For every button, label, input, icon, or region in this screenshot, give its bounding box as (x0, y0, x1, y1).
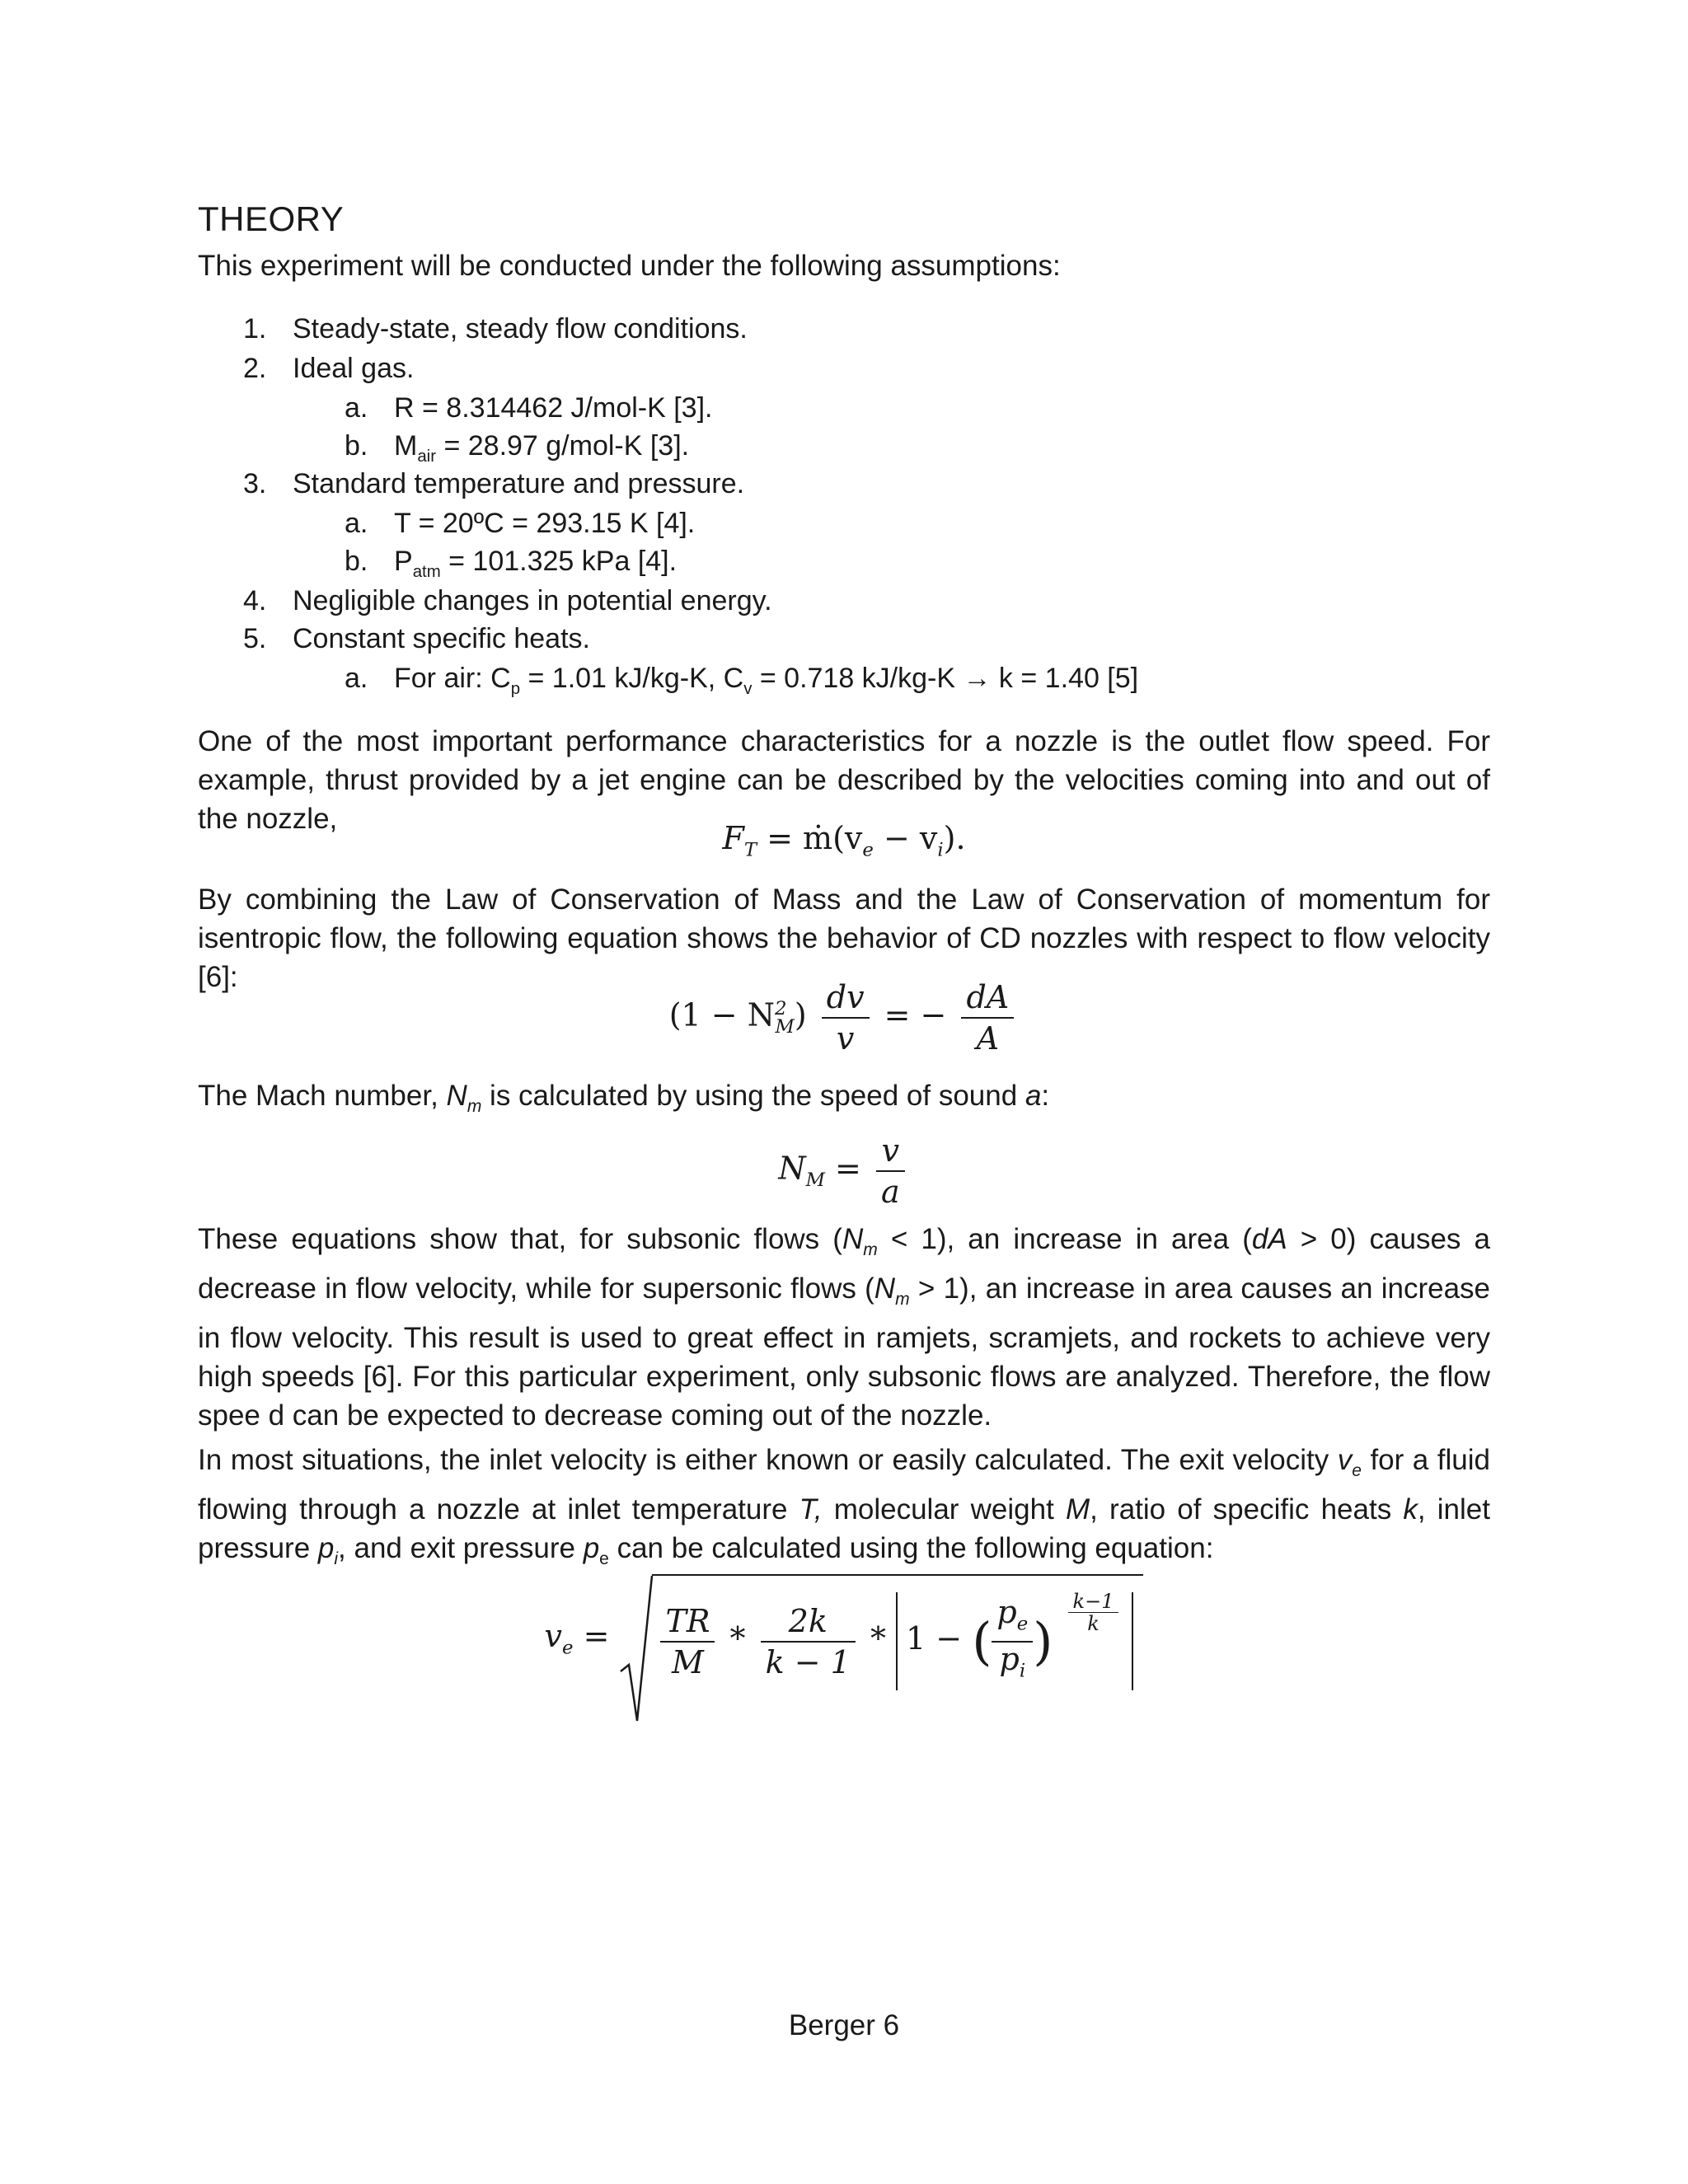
equation-exit-velocity: $v_e$ = $\frac{TR}{M}$ * $\frac{2k}{k - 1}$ * 1 − ( $\frac{p_e}{p_i}$ ) $\frac{k-1}{k}$ (0, 1574, 1688, 1702)
paragraph: These equations show that, for subsonic flows $(N_m < 1)$, an increase in area (dA > 0) causes a decrease in flow velocity, while for supersonic flows $(N_m > 1)$, an increase in area causes an increase in flow velocity. This result is used to great effect in ramjets, scramjets, and rockets to achieve very high speeds [6]. For this particular experiment, only subsonic flows are analyzed. Therefore, the flow spee d can be expected to decrease coming out of the nozzle. (198, 1223, 1491, 1432)
fraction: $\frac{dA}{A}$ (961, 977, 1014, 1058)
list-item: a. R = 8.314462 J/mol-K [3]. (345, 392, 713, 424)
intro-text: This experiment will be conducted under the following assumptions: (198, 250, 1061, 282)
paragraph: One of the most important performance characteristics for a nozzle is the outlet flow speed. For example, thrust provided by a jet engine can be described by the velocities coming into and out of the nozzle, (198, 725, 1490, 835)
list-item: b. $P_{atm} = 101.325$ kPa [4]. (345, 546, 678, 581)
page-footer: Berger 6 (788, 2009, 900, 2041)
list-item: a. T = 20ºC = 293.15 K [4]. (345, 508, 696, 539)
section-heading: THEORY (198, 199, 345, 238)
list-item: 3. Standard temperature and pressure. (243, 468, 745, 499)
exponent-fraction: $\frac{k-1}{k}$ (1068, 1591, 1119, 1634)
fraction: $\frac{2k}{k - 1}$ (761, 1601, 856, 1682)
fraction: $\frac{v}{a}$ (876, 1131, 905, 1212)
equation-mach: $N_M$ = $\frac{v}{a}$ (0, 1131, 1688, 1212)
list-item: a. For air: $C_p = 1.01$ kJ/kg-K, $C_v = 0.718$ kJ/kg-K → k = 1.40 [5] (345, 663, 1139, 698)
paragraph: The Mach number, $N_m$ is calculated by using the speed of sound a: (198, 1080, 1050, 1116)
fraction: $\frac{dv}{v}$ (822, 977, 870, 1058)
list-item: b. $M_{air} = 28.97$ g/mol-K [3]. (345, 430, 690, 466)
list-item: 2. Ideal gas. (243, 353, 415, 384)
list-item: 1. Steady-state, steady flow conditions. (243, 313, 748, 344)
paragraph: By combining the Law of Conservation of Mass and the Law of Conservation of momentum for isentropic flow, the following equation shows the behavior of CD nozzles with respect to flow velocity [6]: (198, 883, 1490, 993)
equation-area-velocity: $(1 - N^2_M)$ $\frac{dv}{v}$ = − $\frac{dA}{A}$ (0, 977, 1688, 1058)
equation-thrust: $F_T$ = $ṁ(v_e - v_i)$. (722, 820, 966, 861)
fraction: $\frac{TR}{M}$ (660, 1601, 715, 1682)
list-item: 4. Negligible changes in potential energy. (243, 585, 772, 616)
square-root: $\frac{TR}{M}$ * $\frac{2k}{k - 1}$ * 1 − ( $\frac{p_e}{p_i}$ ) $\frac{k-1}{k}$ (619, 1574, 1143, 1702)
list-item: 5. Constant specific heats. (243, 623, 590, 654)
bracket-group: 1 − ( $\frac{p_e}{p_i}$ ) $\frac{k-1}{k}$ (896, 1592, 1133, 1690)
radical-sign-icon (619, 1574, 655, 1724)
fraction: $\frac{p_e}{p_i}$ (992, 1596, 1033, 1687)
paragraph: In most situations, the inlet velocity is either known or easily calculated. The exit velocity $v_e$ for a fluid flowing through a nozzle at inlet temperature T, molecular weight M, ratio of specific heats k, inlet pressure $p_i$, and exit pressure $p_e$ can be calculated using the following equation: (198, 1444, 1490, 1568)
